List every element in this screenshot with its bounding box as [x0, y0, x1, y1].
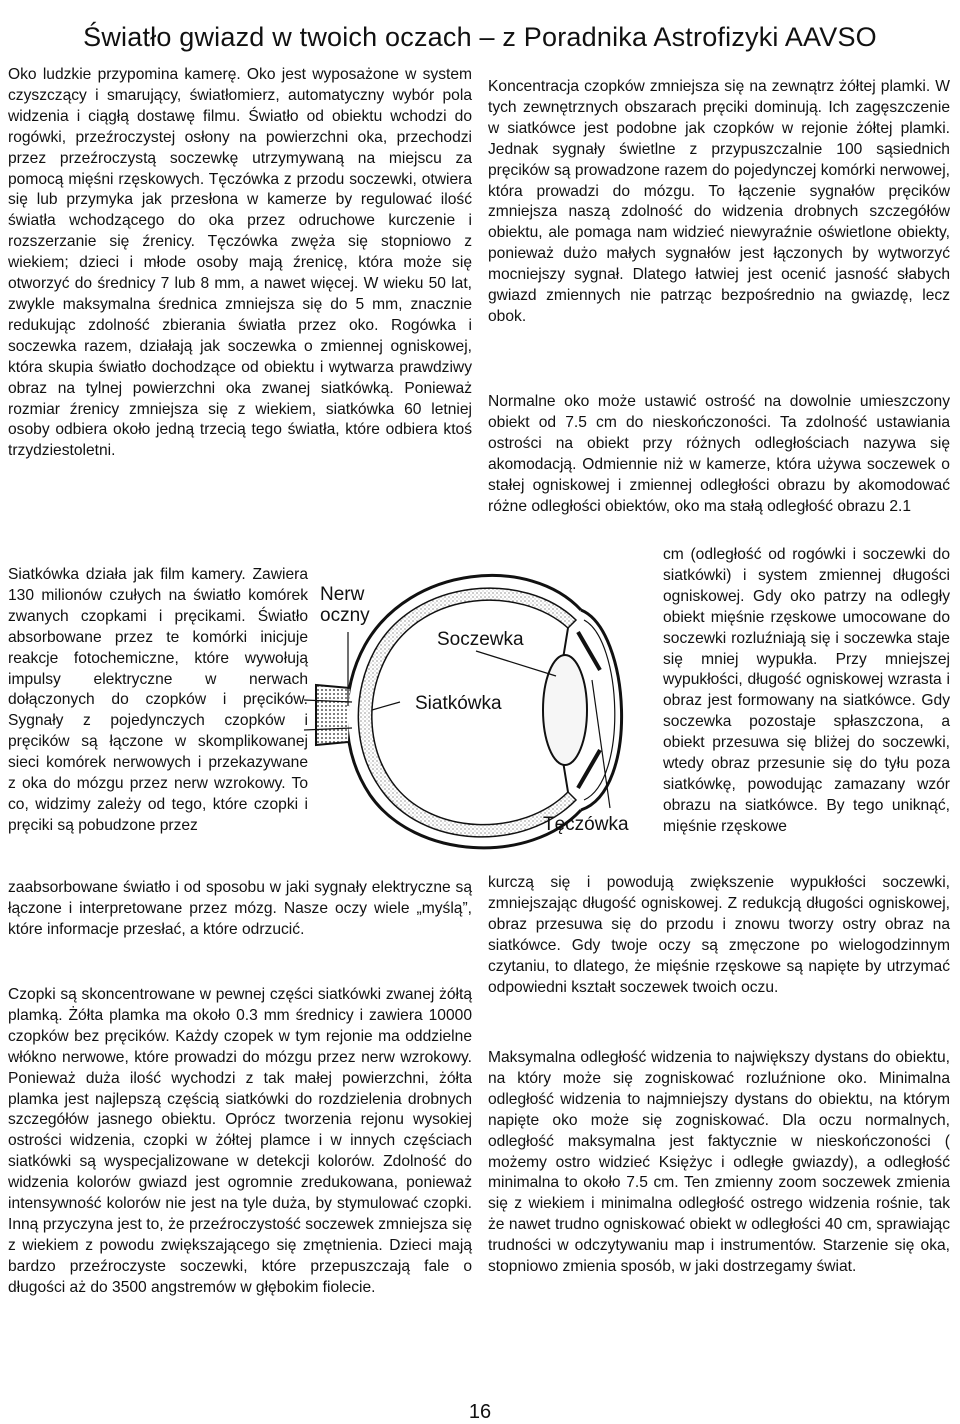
paragraph-text: Oko ludzkie przypomina kamerę. Oko jest wyposażone w system czyszczący i smarujący, światłomierz, automatyczny wybór pola widzenia i ciągłą dostawę filmu. Światło od obiektu wchodzi do rogówki, przeźroczystej osłony na powierzchni oka, przechodzi przez przeźroczystą soczewkę utrzymywaną na miejscu za pomocą mięśni rzęskowych. Tęczówka z przodu soczewki, otwiera się lub przymyka jak przesłona w kamerze by regulować ilość światła wchodzącego do oka przez odruchowe kurczenie i rozszerzanie się źrenicy. Tęczówka zwęża się stopniowo z wiekiem; dzieci i młode osoby mają źrenicę, która może się otworzyć do średnicy 7 lub 8 mm, a nawet więcej. W wieku 50 lat, zwykle maksymalna średnica zmniejsza się do 5 mm, znacznie redukując zdolność zbierania światła przez oko. Rogówka i soczewka razem, działają jak soczewka o zmiennej ogniskowej, która skupia światło dochodzące od obiektu i wytwarza prawdziwy obraz na tylnej powierzchni oka zwanej siatkówką. Ponieważ rozmiar źrenicy zmniejsza się z wiekiem, siatkówka 60 letniej osoby odbiera około jedną trzecią tego światła, które odbiera ktoś trzydziestoletni.: [8, 66, 472, 460]
paragraph-text: Koncentracja czopków zmniejsza się na zewnątrz żółtej plamki. W tych zewnętrznych obszarach pręciki dominują. Ich zagęszczenie w siatkówce jest podobne jak czopków w rejonie żółtej plamki. Jednak sygnały świetlne z przypuszczalnie 100 sąsiednich pręcików są prowadzone razem do pojedynczej komórki nerwowej, która prowadzi do mózgu. To łączenie sygnałów pręcików zmniejsza naszą zdolność do widzenia drobnych szczegółów obiektu, ale pomaga nam widzieć niewyraźnie oświetlone obiekty, ponieważ dużo małych sygnałów jest łączonych by wytworzyć mocniejszy sygnał. Dlatego łatwiej jest ocenić jasność słabych gwiazd zmiennych nie patrząc bezpośrednio na gwiazdę, lecz obok.: [488, 78, 950, 325]
right-paragraph-2-narrow: [663, 545, 950, 838]
left-paragraph-2: [8, 565, 308, 837]
label-optic-nerve: Nerw oczny: [320, 584, 370, 626]
left-paragraph-3: [8, 985, 472, 1299]
page-number: 16: [468, 1401, 492, 1423]
paragraph-text: cm (odległość od rogówki i soczewki do siatkówki) i system zmiennej długości ogniskowej. Gdy oko patrzy na odległy obiekt mięśnie rzęskowe umocowane do soczewki rozluźniają się i soczewka staje się mniej wypukła. Przy mniejszej wypukłości, długość ogniskowej wzrasta i obraz jest formowany na siatkówce. Gdy soczewka pozostaje spłaszczona, a obiekt przesuwa się bliżej do soczewki, wtedy obraz przesunie się do tyłu poza siatkówkę, powodując zamazany wzór obrazu na siatkówce. By tego uniknąć, mięśnie rzęskowe: [663, 546, 950, 835]
label-iris: Tęczówka: [543, 814, 629, 835]
paragraph-text: Maksymalna odległość widzenia to największy dystans do obiektu, na który może się zogniskować rozluźnione oko. Minimalna odległość widzenia to najmniejszy dystans do obiektu, na którym napięte oko może się zogniskować. Dla oczu normalnych, odległość maksymalna jest faktycznie w nieskończoności ( możemy ostro widzieć Księżyc i odległe gwiazdy), a odległość minimalna to około 7.5 cm. Ten zmienny zoom soczewek zmienia się z wiekiem i minimalna odległość ostrego widzenia rośnie, tak że nawet trudno ogniskować obiekt w odległości 40 cm, sprawiając trudności w odczytywaniu map i instrumentów. Starzenie się oka, stopniowo zmienia sposób, w jaki dostrzegamy świat.: [488, 1049, 950, 1276]
paragraph-text: zaabsorbowane światło i od sposobu w jaki sygnały elektryczne są łączone i interpretowane przez mózg. Nasze oczy wiele „myślą”, które informacje przesłać, a które odrzucić.: [8, 879, 472, 938]
lens: [543, 655, 587, 765]
left-paragraph-1: [8, 65, 472, 462]
paragraph-text: Normalne oko może ustawić ostrość na dowolnie umieszczony obiekt od 7.5 cm do nieskończoności. Ta zdolność ustawiania ostrości na obiekt przy różnych odległościach nazywa się akomodacją. Odmiennie niż w kamerze, która używa soczewek o stałej ogniskowej i zmiennej odległości obrazu by akomodować różne odległości obiektów, oko ma stałą odległość obrazu 2.1: [488, 393, 950, 515]
label-retina: Siatkówka: [415, 693, 502, 714]
right-paragraph-2: [488, 392, 950, 517]
paragraph-text: Siatkówka działa jak film kamery. Zawiera 130 milionów czułych na światło komórek zwanych czopkami i pręcikami. Światło absorbowane przez te komórki inicjuje reakcje fotochemiczne, które wywołują impulsy elektryczne w nerwach dołączonych do czopków i pręcików. Sygnały z pojedynczych czopków i pręcików są łączone w skomplikowanej sieci komórek nerwowych i przekazywane z oka do mózgu przez nerw wzrokowy. To co, widzimy zależy od tego, które czopki i pręciki są pobudzone przez: [8, 566, 308, 834]
right-paragraph-2-continued: [488, 873, 950, 998]
optic-nerve: [316, 685, 350, 745]
paragraph-text: Czopki są skoncentrowane w pewnej części siatkówki zwanej żółtą plamką. Żółta plamka ma około 0.3 mm średnicy i zawiera 10000 czopków bez pręcików. Każdy czopek w tym rejonie ma oddzielne włókno nerwowe, które prowadzi do mózgu przez nerw wzrokowy. Ponieważ duża ilość wychodzi z tak małej powierzchni, żółta plamka jest najlepszą częścią siatkówki do rozdzielenia drobnych szczegółów jasnego obiektu. Oprócz tworzenia rejonu wysokiej ostrości widzenia, czopki w żółtej plamce i w innych częściach siatkówki są wyspecjalizowane w detekcji kolorów. Zdolność do widzenia kolorów gwiazd jest ogromnie zredukowana, ponieważ intensywność kolorów nie jest na tyle duża, by stymulować czopki. Inną przyczyna jest to, że przeźroczystość soczewek zmniejsza się z wiekiem z powodu zwiększającego się zmętnienia. Dzieci mają bardzo przeźroczyste soczewki, które przepuszczają fale o długości aż do 3500 angstremów w głębokim fiolecie.: [8, 986, 472, 1296]
label-lens: Soczewka: [437, 629, 524, 650]
page-title: Światło gwiazd w twoich oczach – z Poradnika Astrofizyki AAVSO: [83, 22, 877, 52]
right-paragraph-3: [488, 1048, 950, 1278]
right-paragraph-1: [488, 77, 950, 328]
paragraph-text: kurczą się i powodują zwiększenie wypukłości soczewki, zmniejszając długość ogniskowej. Z redukcją długości ogniskowej, obraz przesuwa się do przodu i znowu tworzy ostry obraz na siatkówce. Gdy twoje oczy są zmęczone po wielogodzinnym czytaniu, to dlatego, że mięśnie rzęskowe są napięte by utrzymać odpowiedni kształt soczewek twoich oczu.: [488, 874, 950, 996]
left-paragraph-2-continued: [8, 878, 472, 941]
